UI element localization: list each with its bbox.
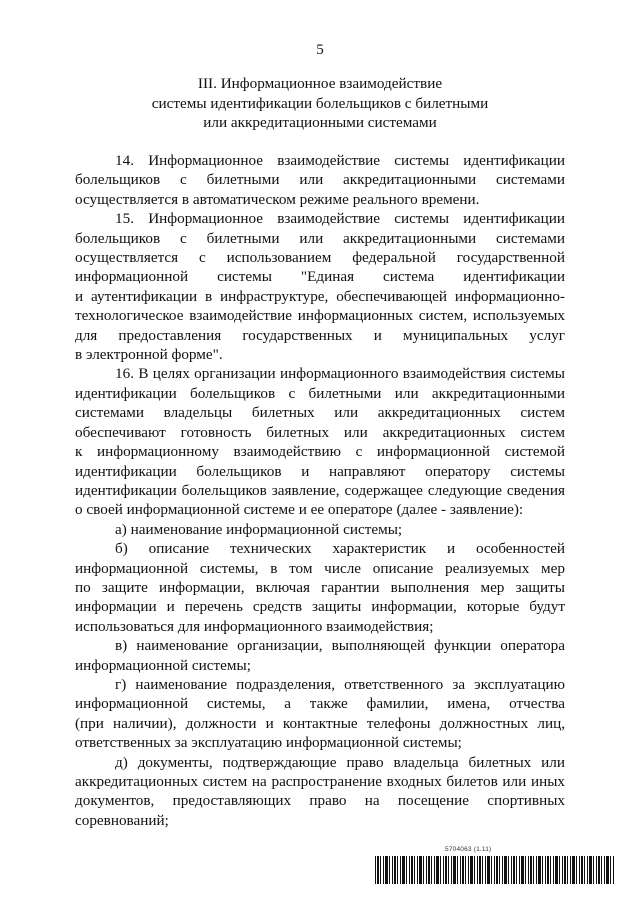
paragraph-line: болельщиков с билетными или аккредитационными системами bbox=[75, 171, 565, 189]
paragraph-line: 15. Информационное взаимодействие системы идентификации bbox=[115, 210, 565, 228]
paragraph-line: по защите информации, включая гарантии выполнения мер защиты bbox=[75, 578, 565, 596]
paragraph-line: аккредитационных систем на распространение входных билетов или иных bbox=[75, 773, 565, 790]
paragraph-line: осуществляется в автоматическом режиме реального времени. bbox=[75, 190, 480, 208]
document-body bbox=[75, 151, 565, 830]
paragraph bbox=[75, 675, 565, 753]
paragraph-line: информационной системы, а также фамилии, имена, отчества bbox=[75, 695, 565, 713]
heading-line: или аккредитационными системами bbox=[203, 114, 437, 132]
paragraph-line: идентификации болельщиков и направляют оператору системы bbox=[75, 462, 565, 480]
paragraph-line: болельщиков с билетными или аккредитационными системами bbox=[75, 229, 565, 247]
paragraph-line: ответственных за эксплуатацию информационной системы; bbox=[75, 734, 462, 752]
section-heading bbox=[130, 74, 510, 133]
paragraph-line: б) описание технических характеристик и особенностей bbox=[115, 540, 565, 558]
paragraph-line: использоваться для информационного взаимодействия; bbox=[75, 617, 434, 635]
paragraph-line: 14. Информационное взаимодействие системы идентификации bbox=[115, 152, 565, 169]
paragraph-line: г) наименование подразделения, ответственного за эксплуатацию bbox=[115, 675, 565, 693]
paragraph bbox=[75, 636, 565, 675]
paragraph-line: идентификации болельщиков заявление, содержащее следующие сведения bbox=[75, 481, 565, 499]
paragraph-line: д) документы, подтверждающие право владельца билетных или bbox=[115, 753, 565, 771]
paragraph-line: системами владельцы билетных или аккредитационных систем bbox=[75, 404, 565, 422]
paragraph bbox=[75, 209, 565, 364]
paragraph-line: технологическое взаимодействие информационных систем, используемых bbox=[75, 307, 565, 325]
page-number: 5 bbox=[316, 42, 324, 58]
paragraph-line: в) наименование организации, выполняющей функции оператора bbox=[115, 637, 565, 655]
document-code: 5704063 (1.11) bbox=[445, 846, 492, 853]
paragraph-line: для предоставления государственных и муниципальных услуг bbox=[75, 326, 565, 344]
paragraph-line: в электронной форме". bbox=[75, 346, 223, 364]
paragraph bbox=[75, 753, 565, 831]
heading-line: системы идентификации болельщиков с билетными bbox=[151, 94, 489, 112]
paragraph-line: обеспечивают готовность билетных или аккредитационных систем bbox=[75, 423, 565, 441]
paragraph bbox=[75, 364, 565, 519]
paragraph-line: соревнований; bbox=[75, 811, 169, 829]
paragraph-line: информационной системы; bbox=[75, 656, 251, 674]
paragraph-line: информационной системы, в том числе описание реализуемых мер bbox=[75, 559, 565, 577]
paragraph-line: документов, предоставляющих право на посещение спортивных bbox=[75, 792, 565, 810]
paragraph-line: к информационному взаимодействию с информационной системой bbox=[75, 443, 565, 461]
paragraph-line: осуществляется с использованием федеральной государственной bbox=[75, 249, 565, 267]
paragraph bbox=[75, 520, 565, 539]
paragraph-line: информационной системы "Единая система идентификации bbox=[75, 268, 565, 286]
paragraph-line: а) наименование информационной системы; bbox=[115, 520, 403, 538]
paragraph-line: о своей информационной системе и ее операторе (далее - заявление): bbox=[75, 501, 524, 519]
paragraph bbox=[75, 539, 565, 636]
paragraph-line: и аутентификации в инфраструктуре, обеспечивающей информационно- bbox=[75, 287, 565, 305]
barcode-image bbox=[375, 856, 615, 884]
paragraph-line: 16. В целях организации информационного взаимодействия системы bbox=[115, 365, 565, 383]
paragraph-line: идентификации болельщиков с билетными или аккредитационными bbox=[75, 384, 565, 402]
paragraph-line: (при наличии), должности и контактные телефоны должностных лиц, bbox=[75, 714, 565, 732]
paragraph-line: информации и перечень средств защиты информации, которые будут bbox=[75, 598, 565, 616]
paragraph bbox=[75, 151, 565, 209]
heading-line: III. Информационное взаимодействие bbox=[197, 75, 443, 92]
